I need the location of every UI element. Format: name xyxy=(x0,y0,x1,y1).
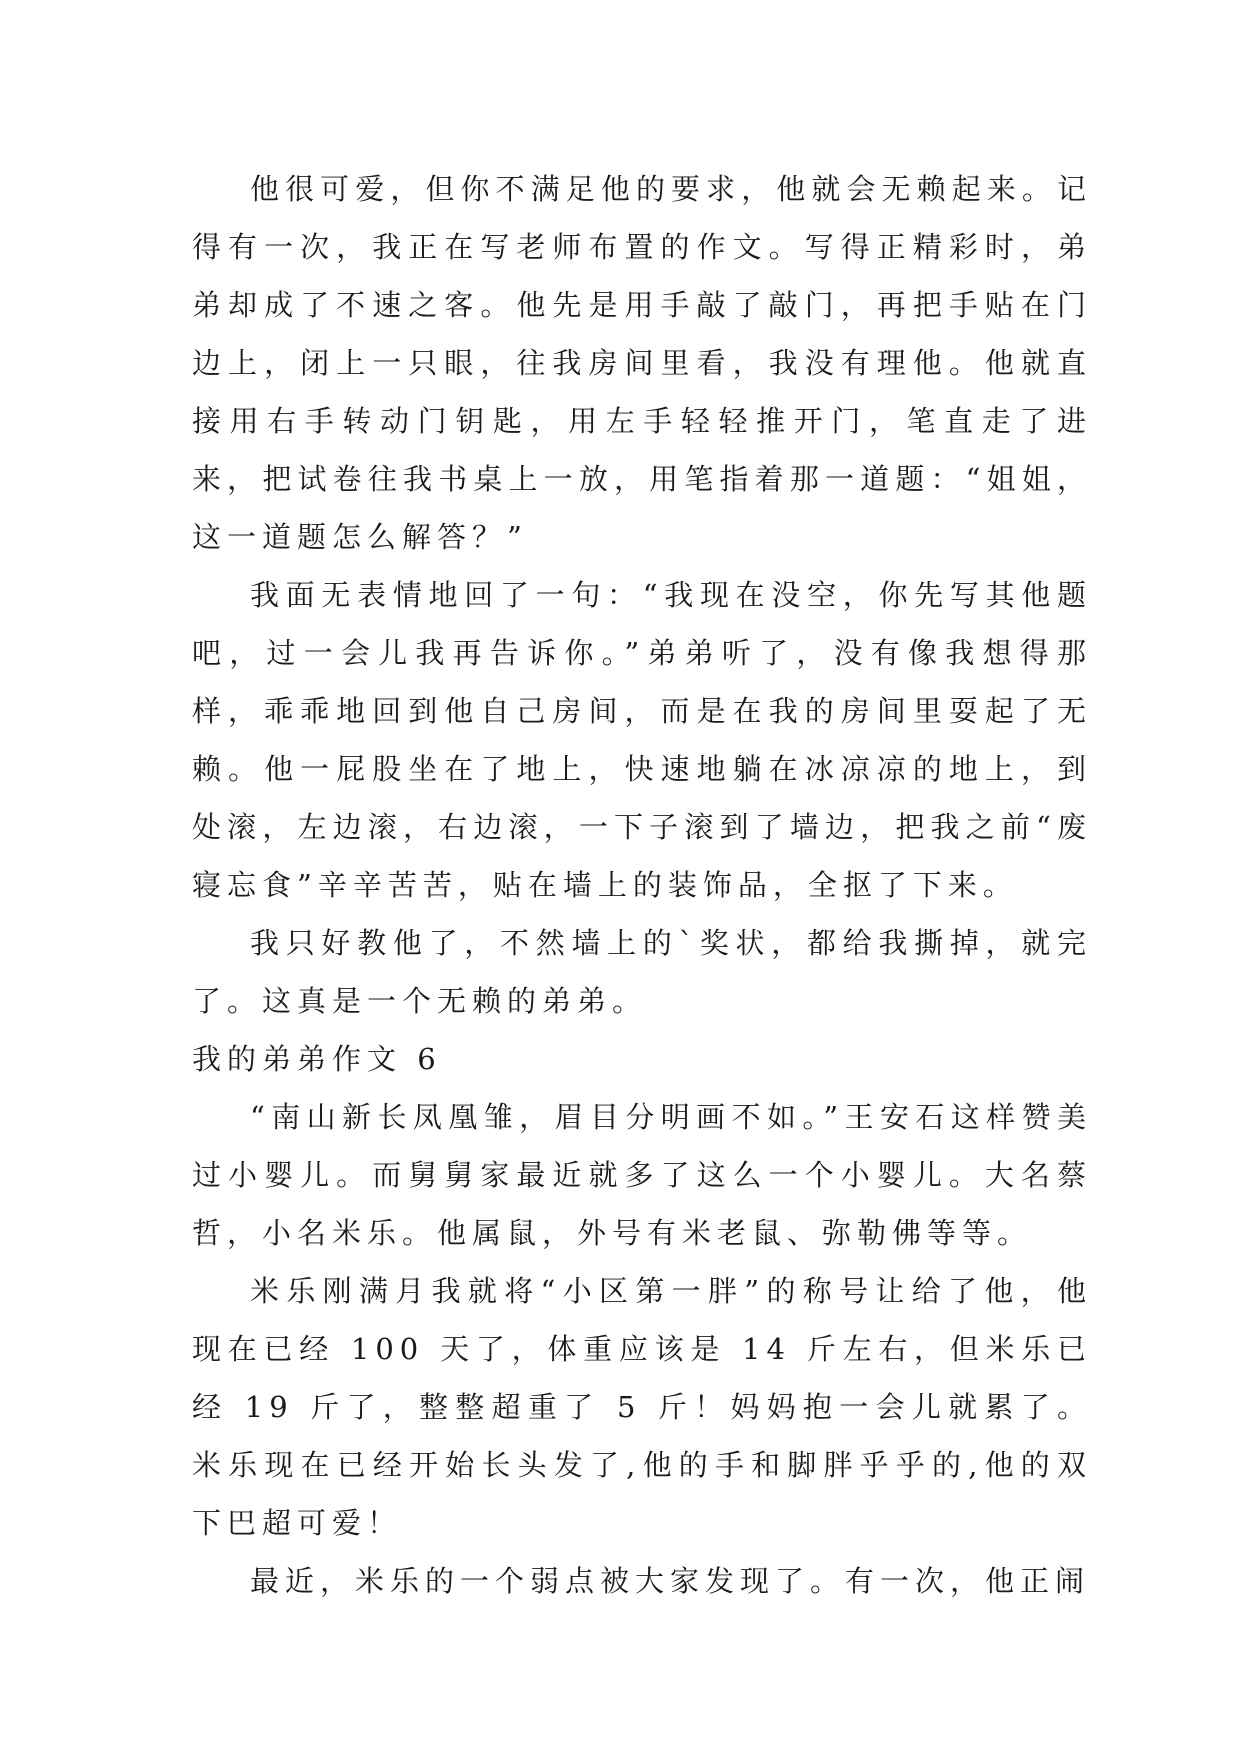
paragraph: 最近，米乐的一个弱点被大家发现了。有一次，他正闹 xyxy=(250,1564,1091,1598)
document-body xyxy=(192,160,1092,1610)
paragraph: 他很可爱，但你不满足他的要求，他就会无赖起来。记得有一次，我正在写老师布置的作文。写得正精彩时，弟弟却成了不速之客。他先是用手敲了敲门，再把手贴在门边上，闭上一只眼，往我房间里看，我没有理他。他就直接用右手转动门钥匙，用左手轻轻推开门，笔直走了进来，把试卷往我书桌上一放，用笔指着那一道题：“姐姐，这一道题怎么解答？” xyxy=(192,172,1092,554)
paragraph: 我面无表情地回了一句：“我现在没空，你先写其他题吧，过一会儿我再告诉你。”弟弟听了，没有像我想得那样，乖乖地回到他自己房间，而是在我的房间里耍起了无赖。他一屁股坐在了地上，快速地躺在冰凉凉的地上，到处滚，左边滚，右边滚，一下子滚到了墙边，把我之前“废寝忘食”辛辛苦苦，贴在墙上的装饰品，全抠了下来。 xyxy=(192,578,1092,902)
section-title: 我的弟弟作文 6 xyxy=(192,1042,442,1076)
paragraph: 米乐刚满月我就将“小区第一胖”的称号让给了他，他现在已经 100 天了，体重应该是 14 斤左右，但米乐已经 19 斤了，整整超重了 5 斤！妈妈抱一会儿就累了。米乐现在已经开始长头发了,他的手和脚胖乎乎的,他的双下巴超可爱！ xyxy=(192,1274,1092,1540)
paragraph: “南山新长凤凰雏，眉目分明画不如。”王安石这样赞美过小婴儿。而舅舅家最近就多了这么一个小婴儿。大名蔡哲，小名米乐。他属鼠，外号有米老鼠、弥勒佛等等。 xyxy=(192,1100,1092,1250)
paragraph: 我只好教他了，不然墙上的`奖状，都给我撕掉，就完了。这真是一个无赖的弟弟。 xyxy=(192,926,1092,1018)
